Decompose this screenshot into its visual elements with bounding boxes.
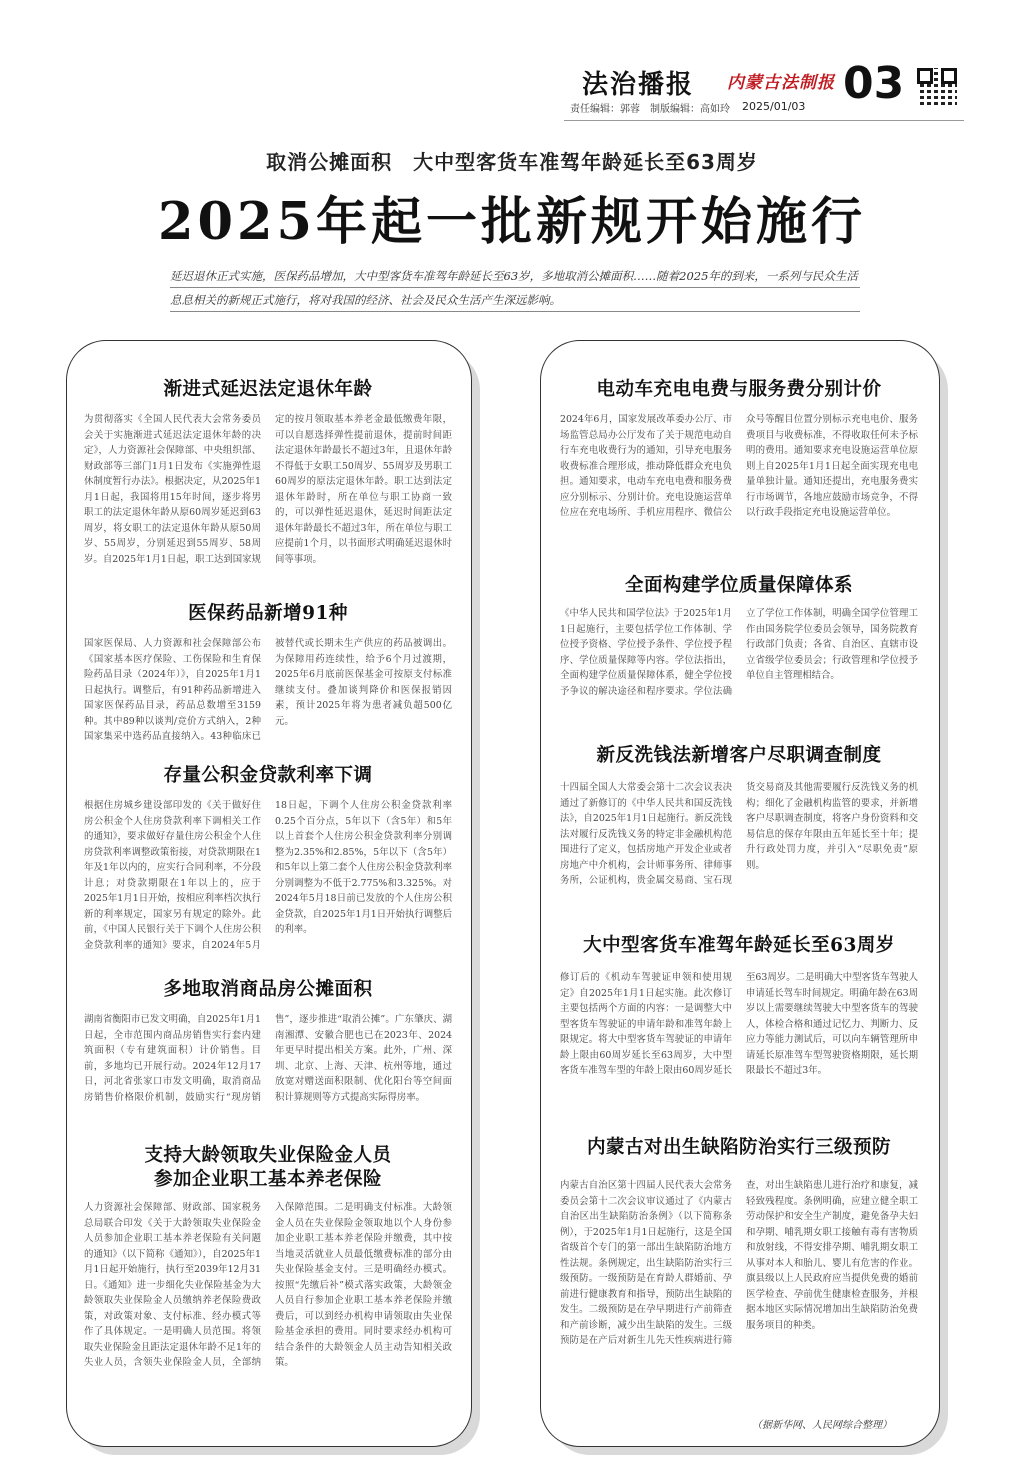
masthead [0,58,1024,118]
article-title: 支持大龄领取失业保险金人员 参加企业职工基本养老保险 [144,1145,392,1190]
article-title: 医保药品新增91种 [188,603,348,624]
lead-paragraph: 延迟退休正式实施，医保药品增加，大中型客货车准驾年龄延长至63岁，多地取消公摊面积……随着2025年的到来，一系列与民众生活息息相关的新规正式施行，将对我国的经济、社会及民众生活产生深远影响。 [170,269,858,307]
article-body: 修订后的《机动车驾驶证申领和使用规定》自2025年1月1日起实施。此次修订主要包括两个方面的内容：一是调整大中型客货车驾驶证的申请年龄和准驾年龄上限规定。将大中型客货车驾驶证的申请年龄上限由60周岁延长至63周岁，大中型客货车准驾车型的年龄上限由60周岁延长至63周岁。二是明确大中型客货车驾驶人申请延长驾车时间规定。明确年龄在63周岁以上需要继续驾驶大中型客货车的驾驶人，体检合格和通过记忆力、判断力、反应力等能力测试后，可以向车辆管理所申请延长原准驾车型驾驶资格期限，延长期限最长不超过3年。 [560,972,918,1076]
source-note: （据新华网、人民网综合整理） [752,1420,892,1431]
section-title: 法治播报 [582,70,695,100]
issue-date: 2025/01/03 [742,100,806,113]
article-body: 《中华人民共和国学位法》于2025年1月1日起施行，主要包括学位工作体制、学位授予资格、学位授予条件、学位授予程序、学位质量保障等内容。学位法指出，全面构建学位质量保障体系，健全学位授予争议的解决途径和程序要求。学位法确立了学位工作体制，明确全国学位管理工作由国务院学位委员会领导，国务院教育行政部门负责；各省、自治区、直辖市设立省级学位委员会；行政管理和学位授予单位自主管理相结合。 [560,608,918,697]
newspaper-logo: 内蒙古法制报 [727,73,835,93]
article-body: 内蒙古自治区第十四届人民代表大会常务委员会第十二次会议审议通过了《内蒙古自治区出生缺陷防治条例》（以下简称条例），于2025年1月1日起施行，这是全国省级首个专门的第一部出生缺陷防治地方性法规。条例规定，出生缺陷防治实行三级预防。一级预防是在育龄人群婚前、孕前进行健康教育和指导，预防出生缺陷的发生。二级预防是在孕早期进行产前筛查和产前诊断，减少出生缺陷的发生。三级预防是在产后对新生儿先天性疾病进行筛查，对出生缺陷患儿进行治疗和康复，减轻致残程度。条例明确，应建立健全职工劳动保护和安全生产制度，避免备孕夫妇和孕期、哺乳期女职工接触有毒有害物质和放射线，不得安排孕期、哺乳期女职工从事对本人和胎儿、婴儿有危害的作业。旗县级以上人民政府应当提供免费的婚前医学检查、孕前优生健康检查服务，并根据本地区实际情况增加出生缺陷防治免费服务项目的种类。 [560,1180,918,1346]
article-body: 国家医保局、人力资源和社会保障部公布《国家基本医疗保险、工伤保险和生育保险药品目录（2024年）》，自2025年1月1日起执行。调整后，有91种药品新增进入国家医保药品目录，药品总数增至3159种。其中89种以谈判/竞价方式纳入，2种国家集采中选药品直接纳入。43种临床已被替代或长期未生产供应的药品被调出。为保障用药连续性，给予6个月过渡期，2025年6月底前医保基金可按原支付标准继续支付。叠加谈判降价和医保报销因素，预计2025年将为患者减负超500亿元。 [84,638,452,742]
article-title: 电动车充电电费与服务费分别计价 [596,379,882,400]
article-title: 全面构建学位质量保障体系 [624,575,853,596]
article-body: 2024年6月，国家发展改革委办公厅、市场监管总局办公厅发布了关于规范电动自行车充电收费行为的通知，引导充电服务收费标准合理形成，推动降低群众充电负担。通知要求，电动车充电电费和服务费应分别标示、分别计价。充电设施运营单位应在充电场所、手机应用程序、微信公众号等醒目位置分别标示充电电价、服务费项目与收费标准，不得收取任何未予标明的费用。通知要求充电设施运营单位原则上自2025年1月1日起全面实现充电电量单独计量。通知还提出，充电服务费实行市场调节，各地应鼓励市场竞争，不得以行政手段指定充电设施运营单位。 [560,414,918,518]
article-title: 多地取消商品房公摊面积 [163,979,373,1000]
article-title: 内蒙古对出生缺陷防治实行三级预防 [586,1137,891,1158]
article-body: 人力资源社会保障部、财政部、国家税务总局联合印发《关于大龄领取失业保险金人员参加企业职工基本养老保险有关问题的通知》（以下简称《通知》），自2025年1月1日起开始施行，执行至2039年12月31日。《通知》进一步细化失业保险基金为大龄领取失业保险金人员缴纳养老保险费政策，对政策对象、支付标准、经办模式等作了具体规定。一是明确人员范围。将领取失业保险金且距法定退休年龄不足1年的失业人员，含领失业保险金人员，全部纳入保障范围。二是明确支付标准。大龄领金人员在失业保险金领取地以个人身份参加企业职工基本养老保险并缴费，其中按当地灵活就业人员最低缴费标准的部分由失业保险基金支付。三是明确经办模式。按照“先缴后补”模式落实政策，大龄领金人员自行参加企业职工基本养老保险并缴费后，可以到经办机构申请领取由失业保险基金承担的费用。同时要求经办机构可结合条件的大龄领金人员主动告知相关政策。 [84,1202,452,1368]
article-body: 根据住房城乡建设部印发的《关于做好住房公积金个人住房贷款利率下调相关工作的通知》，要求做好存量住房公积金个人住房贷款利率调整政策衔接，对贷款期限在1年及1年以内的，应实行合同利率，不分段计息；对贷款期限在1年以上的，应于2025年1月1日开始，按相应利率档次执行新的利率规定，国家另有规定的除外。此前，《中国人民银行关于下调个人住房公积金贷款利率的通知》要求，自2024年5月18日起，下调个人住房公积金贷款利率0.25个百分点，5年以下（含5年）和5年以上首套个人住房公积金贷款利率分别调整为2.35%和2.85%，5年以下（含5年）和5年以上第二套个人住房公积金贷款利率分别调整为不低于2.775%和3.325%。对2024年5月18日前已发放的个人住房公积金贷款，自2025年1月1日开始执行调整后的利率。 [84,800,452,951]
subheadline: 取消公摊面积 大中型客货车准驾年龄延长至63周岁 [266,150,758,174]
article-title: 存量公积金贷款利率下调 [163,765,373,786]
article-title: 渐进式延迟法定退休年龄 [163,379,373,400]
article-body: 为贯彻落实《全国人民代表大会常务委员会关于实施渐进式延迟法定退休年龄的决定》，人力资源社会保障部、中央组织部、财政部等三部门1月1日发布《实施弹性退休制度暂行办法》。根据决定，从2025年1月1日起，我国将用15年时间，逐步将男职工的法定退休年龄从原60周岁延迟到63周岁，将女职工的法定退休年龄从原50周岁、55周岁，分别延迟到55周岁、58周岁。自2025年1月1日起，职工达到国家规定的按月领取基本养老金最低缴费年限，可以自愿选择弹性提前退休，提前时间距法定退休年龄最长不超过3年，且退休年龄不得低于女职工50周岁、55周岁及男职工60周岁的原法定退休年龄。职工达到法定退休年龄时，所在单位与职工协商一致的，可以弹性延迟退休，延迟时间距法定退休年龄最长不超过3年，所在单位与职工应提前1个月，以书面形式明确延迟退休时间等事项。 [84,414,452,565]
qr-code-icon [917,68,957,108]
article-body: 湖南省衡阳市已发文明确，自2025年1月1日起，全市范围内商品房销售实行套内建筑面积（专有建筑面积）计价销售。目前，多地均已开展行动。2024年12月17日，河北省张家口市发文明确，取消商品房销售价格限价机制，鼓励实行“现房销售”，逐步推进“取消公摊”。广东肇庆、湖南湘潭、安徽合肥也已在2023年、2024年更早时提出相关方案。此外，广州、深圳、北京、上海、天津、杭州等地，通过放宽对赠送面积限制、优化阳台等空间面积计算规则等方式提高实际得房率。 [84,1014,452,1103]
article-title: 大中型客货车准驾年龄延长至63周岁 [583,935,895,956]
headline: 2025年起一批新规开始施行 [158,192,866,252]
page-number: 03 [843,58,905,109]
editor-credits: 责任编辑：郭蓉 制版编辑：高如玲 [570,104,730,115]
masthead-divider [564,120,964,121]
article-body: 十四届全国人大常委会第十二次会议表决通过了新修订的《中华人民共和国反洗钱法》，自2025年1月1日起施行。新反洗钱法对履行反洗钱义务的特定非金融机构范围进行了定义，包括房地产开发企业或者房地产中介机构，会计师事务所、律师事务所，公证机构，贵金属交易商、宝石现货交易商及其他需要履行反洗钱义务的机构；细化了金融机构监管的要求，并新增客户尽职调查制度，将客户身份资料和交易信息的保存年限由五年延长至十年；提升行政处罚力度，并引入“尽职免责”原则。 [560,782,918,886]
article-title: 新反洗钱法新增客户尽职调查制度 [596,745,882,766]
